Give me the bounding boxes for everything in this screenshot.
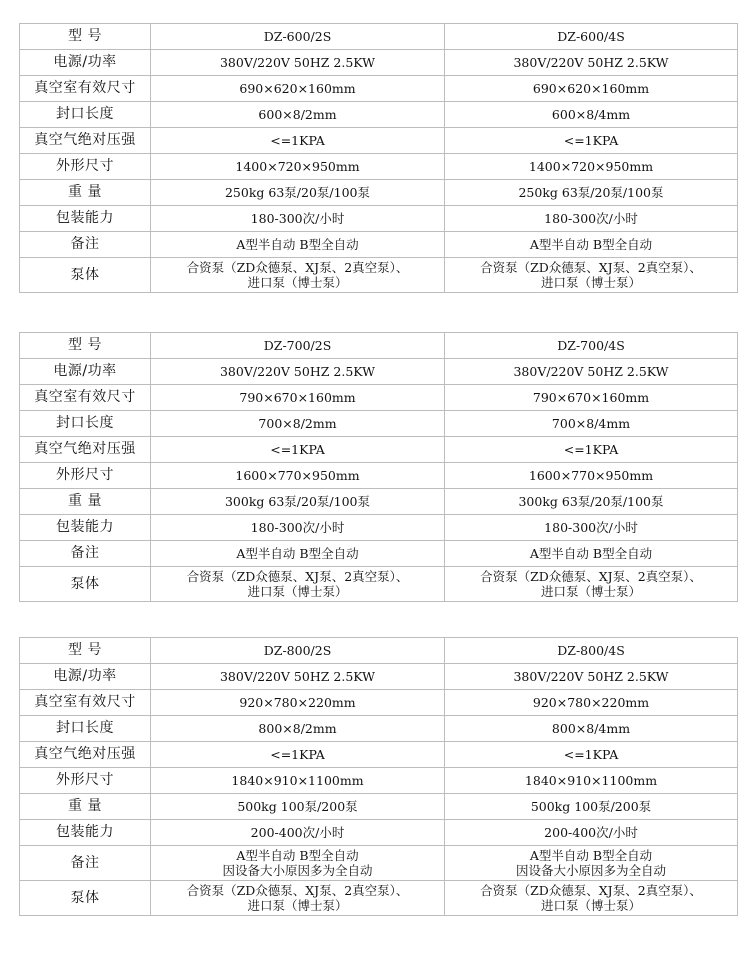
seal-value-2: 700×8/4mm [445, 411, 738, 437]
pump-line: 进口泵（博士泵） [540, 584, 641, 599]
spec-table-dz-700 [19, 332, 738, 602]
models-value-1: DZ-600/2S [151, 24, 445, 50]
vacuum-value-1: <=1KPA [151, 437, 445, 463]
models-value-2: DZ-700/4S [445, 333, 738, 359]
row-label-seal: 封口长度 [20, 716, 151, 742]
spec-row-outline [20, 768, 738, 794]
power-value-1: 380V/220V 50HZ 2.5KW [151, 50, 445, 76]
pump-line: 合资泵（ZD众德泵、XJ泵、2真空泵）、 [186, 569, 409, 584]
spec-row-chamber [20, 76, 738, 102]
outline-value-2: 1840×910×1100mm [445, 768, 738, 794]
outline-value-1: 1840×910×1100mm [151, 768, 445, 794]
spec-table-dz-600 [19, 23, 738, 293]
power-value-2: 380V/220V 50HZ 2.5KW [445, 359, 738, 385]
power-value-1: 380V/220V 50HZ 2.5KW [151, 359, 445, 385]
row-label-weight: 重 量 [20, 794, 151, 820]
spec-row-pump [20, 567, 738, 602]
spec-row-remarks [20, 846, 738, 881]
remarks-line: A型半自动 B型全自动 [529, 546, 653, 561]
row-label-capacity: 包装能力 [20, 515, 151, 541]
models-value-2: DZ-800/4S [445, 638, 738, 664]
vacuum-value-2: <=1KPA [445, 437, 738, 463]
models-value-1: DZ-700/2S [151, 333, 445, 359]
row-label-power: 电源/功率 [20, 664, 151, 690]
row-label-remarks: 备注 [20, 541, 151, 567]
spec-row-pump [20, 881, 738, 916]
seal-value-1: 700×8/2mm [151, 411, 445, 437]
weight-value-1: 250kg 63泵/20泵/100泵 [151, 180, 445, 206]
row-label-chamber: 真空室有效尺寸 [20, 76, 151, 102]
pump-line: 合资泵（ZD众德泵、XJ泵、2真空泵）、 [480, 260, 702, 275]
pump-value-1 [151, 258, 445, 293]
capacity-value-1: 180-300次/小时 [151, 206, 445, 232]
spec-row-outline [20, 463, 738, 489]
row-label-capacity: 包装能力 [20, 206, 151, 232]
remarks-line: 因设备大小原因多为全自动 [515, 863, 666, 878]
weight-value-2: 500kg 100泵/200泵 [445, 794, 738, 820]
pump-line: 合资泵（ZD众德泵、XJ泵、2真空泵）、 [480, 569, 702, 584]
outline-value-1: 1400×720×950mm [151, 154, 445, 180]
weight-value-2: 300kg 63泵/20泵/100泵 [445, 489, 738, 515]
row-label-vacuum: 真空气绝对压强 [20, 128, 151, 154]
spec-row-power [20, 50, 738, 76]
pump-line: 进口泵（博士泵） [247, 584, 348, 599]
pump-line: 进口泵（博士泵） [247, 898, 348, 913]
spec-row-power [20, 359, 738, 385]
models-value-2: DZ-600/4S [445, 24, 738, 50]
vacuum-value-1: <=1KPA [151, 742, 445, 768]
pump-line: 合资泵（ZD众德泵、XJ泵、2真空泵）、 [480, 883, 702, 898]
spec-row-models [20, 638, 738, 664]
vacuum-value-2: <=1KPA [445, 742, 738, 768]
pump-line: 进口泵（博士泵） [540, 275, 641, 290]
row-label-power: 电源/功率 [20, 359, 151, 385]
seal-value-2: 600×8/4mm [445, 102, 738, 128]
row-label-models: 型 号 [20, 333, 151, 359]
pump-value-1 [151, 567, 445, 602]
row-label-vacuum: 真空气绝对压强 [20, 437, 151, 463]
row-label-pump: 泵体 [20, 881, 151, 916]
spec-row-chamber [20, 385, 738, 411]
row-label-seal: 封口长度 [20, 102, 151, 128]
weight-value-1: 500kg 100泵/200泵 [151, 794, 445, 820]
remarks-value-1 [151, 846, 445, 881]
vacuum-value-1: <=1KPA [151, 128, 445, 154]
spec-row-capacity [20, 820, 738, 846]
row-label-outline: 外形尺寸 [20, 154, 151, 180]
pump-value-2 [445, 881, 738, 916]
row-label-weight: 重 量 [20, 180, 151, 206]
weight-value-1: 300kg 63泵/20泵/100泵 [151, 489, 445, 515]
pump-value-2 [445, 567, 738, 602]
remarks-value-2 [445, 232, 738, 258]
spec-row-weight [20, 794, 738, 820]
spec-row-vacuum [20, 437, 738, 463]
chamber-value-2: 790×670×160mm [445, 385, 738, 411]
remarks-line: A型半自动 B型全自动 [236, 237, 359, 252]
row-label-pump: 泵体 [20, 258, 151, 293]
models-value-1: DZ-800/2S [151, 638, 445, 664]
remarks-line: 因设备大小原因多为全自动 [222, 863, 373, 878]
row-label-vacuum: 真空气绝对压强 [20, 742, 151, 768]
row-label-outline: 外形尺寸 [20, 768, 151, 794]
capacity-value-2: 180-300次/小时 [445, 206, 738, 232]
row-label-capacity: 包装能力 [20, 820, 151, 846]
capacity-value-1: 200-400次/小时 [151, 820, 445, 846]
spec-row-vacuum [20, 128, 738, 154]
spec-row-weight [20, 180, 738, 206]
spec-row-remarks [20, 541, 738, 567]
row-label-outline: 外形尺寸 [20, 463, 151, 489]
chamber-value-1: 690×620×160mm [151, 76, 445, 102]
spec-row-seal [20, 716, 738, 742]
pump-line: 进口泵（博士泵） [540, 898, 641, 913]
row-label-models: 型 号 [20, 24, 151, 50]
spec-row-power [20, 664, 738, 690]
row-label-remarks: 备注 [20, 846, 151, 881]
row-label-weight: 重 量 [20, 489, 151, 515]
chamber-value-1: 920×780×220mm [151, 690, 445, 716]
capacity-value-1: 180-300次/小时 [151, 515, 445, 541]
remarks-line: A型半自动 B型全自动 [529, 237, 653, 252]
spec-row-weight [20, 489, 738, 515]
outline-value-2: 1600×770×950mm [445, 463, 738, 489]
row-label-pump: 泵体 [20, 567, 151, 602]
row-label-models: 型 号 [20, 638, 151, 664]
spec-row-vacuum [20, 742, 738, 768]
capacity-value-2: 200-400次/小时 [445, 820, 738, 846]
remarks-line: A型半自动 B型全自动 [236, 848, 359, 863]
chamber-value-1: 790×670×160mm [151, 385, 445, 411]
row-label-power: 电源/功率 [20, 50, 151, 76]
remarks-value-1 [151, 541, 445, 567]
power-value-2: 380V/220V 50HZ 2.5KW [445, 664, 738, 690]
power-value-1: 380V/220V 50HZ 2.5KW [151, 664, 445, 690]
row-label-chamber: 真空室有效尺寸 [20, 690, 151, 716]
spec-row-seal [20, 102, 738, 128]
seal-value-2: 800×8/4mm [445, 716, 738, 742]
pump-value-2 [445, 258, 738, 293]
remarks-value-2 [445, 541, 738, 567]
pump-value-1 [151, 881, 445, 916]
seal-value-1: 600×8/2mm [151, 102, 445, 128]
vacuum-value-2: <=1KPA [445, 128, 738, 154]
spec-table-dz-800 [19, 637, 738, 916]
spec-row-models [20, 24, 738, 50]
remarks-value-1 [151, 232, 445, 258]
power-value-2: 380V/220V 50HZ 2.5KW [445, 50, 738, 76]
spec-row-models [20, 333, 738, 359]
pump-line: 合资泵（ZD众德泵、XJ泵、2真空泵）、 [186, 883, 409, 898]
row-label-remarks: 备注 [20, 232, 151, 258]
pump-line: 进口泵（博士泵） [247, 275, 348, 290]
seal-value-1: 800×8/2mm [151, 716, 445, 742]
capacity-value-2: 180-300次/小时 [445, 515, 738, 541]
spec-row-capacity [20, 206, 738, 232]
row-label-chamber: 真空室有效尺寸 [20, 385, 151, 411]
spec-row-remarks [20, 232, 738, 258]
outline-value-1: 1600×770×950mm [151, 463, 445, 489]
remarks-value-2 [445, 846, 738, 881]
spec-row-outline [20, 154, 738, 180]
spec-row-seal [20, 411, 738, 437]
remarks-line: A型半自动 B型全自动 [236, 546, 359, 561]
spec-row-capacity [20, 515, 738, 541]
spec-row-pump [20, 258, 738, 293]
remarks-line: A型半自动 B型全自动 [529, 848, 653, 863]
pump-line: 合资泵（ZD众德泵、XJ泵、2真空泵）、 [186, 260, 409, 275]
spec-row-chamber [20, 690, 738, 716]
chamber-value-2: 690×620×160mm [445, 76, 738, 102]
chamber-value-2: 920×780×220mm [445, 690, 738, 716]
row-label-seal: 封口长度 [20, 411, 151, 437]
weight-value-2: 250kg 63泵/20泵/100泵 [445, 180, 738, 206]
outline-value-2: 1400×720×950mm [445, 154, 738, 180]
